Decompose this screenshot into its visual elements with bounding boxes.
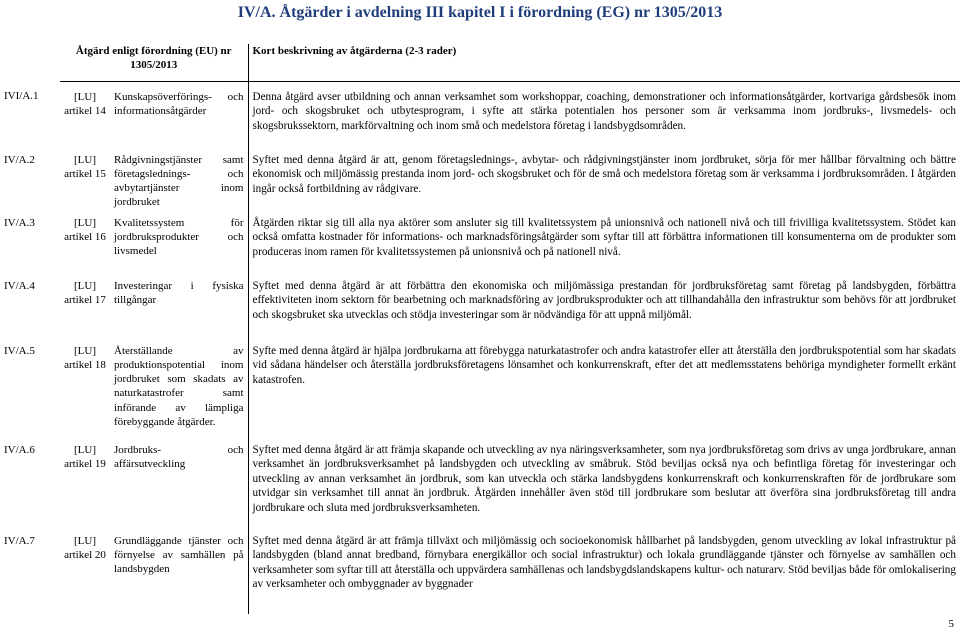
- row-measure-name: Grundläggande tjänster och förnyelse av samhällen på landsbygden: [110, 531, 248, 614]
- row-id: IVI/A.1: [4, 90, 39, 103]
- row-description: Syftet med denna åtgärd är att främja tillväxt och miljömässig och socioekonomisk hållbarhet på landsbygden, genom utveckling av lokal infrastruktur på landsbygden (bland annat bredband, förnybara energikällor och social infrastruktur) och lokala grundläggande tjänster och förnyelse av samhällen och verksamheter som syftar till att återställa och uppvärdera samhällenas och landsbygdslandskapens kultur- och naturarv. Stöd beviljas både för omlokalisering av verksamheter och ombyggnader av byggnader: [252, 534, 956, 591]
- row-id: IV/A.4: [4, 279, 35, 292]
- row-measure-name: Återställande av produktionspotential inom jordbruket som skadats av naturkatastrofer samt införande av lämpliga förebyggande åtgärder.: [110, 341, 248, 440]
- table-row: [0, 150, 960, 213]
- table-row: [0, 440, 960, 531]
- table-row: [0, 341, 960, 440]
- row-article: [LU] artikel 20: [64, 534, 106, 561]
- row-description: Åtgärden riktar sig till alla nya aktörer som ansluter sig till kvalitetssystem på unionsnivå och nationell nivå och till frivilliga kvalitetssystem. Stödet kan också omfatta kostnader för informations- och marknadsföringsåtgärder som syftar till att förbättra informationen till konsumenterna om de produkter som produceras inom ramen för kvalitetssystemen på unionsnivå och på nationell nivå.: [252, 216, 956, 258]
- row-description: Syfte med denna åtgärd är hjälpa jordbrukarna att förebygga naturkatastrofer och andra katastrofer eller att återställa den jordbrukspotential som har skadats vid sådana händelser och återställa jordbruksföretagens lönsamhet och konkurrenskraft, efter det att medlemsstatens behöriga myndigheter formellt erkänt katastrofen.: [252, 344, 956, 386]
- table-header-row: [0, 44, 960, 81]
- row-article: [LU] artikel 14: [64, 90, 106, 117]
- header-id-cell: [0, 44, 60, 81]
- table-row: [0, 276, 960, 341]
- table-row: [0, 531, 960, 614]
- row-description: Syftet med denna åtgärd är att förbättra den ekonomiska och miljömässiga prestandan för jordbruksföretag samt företag på landsbygden, förbättra effektiviteten inom sektorn för bearbetning och marknadsföring av jordbruksprodukter och att tillhandahålla den infrastruktur som behövs för att jordbruket och skogsbruket ska utvecklas och stödja investeringar som är nödvändiga för att uppnå miljömål.: [252, 279, 956, 321]
- row-id: IV/A.7: [4, 534, 35, 547]
- row-description: Syftet med denna åtgärd är att främja skapande och utveckling av nya näringsverksamheter, som nya jordbruksföretag som drivs av unga jordbrukare, annan verksamhet än jordbruksverksamhet på landsbygden och utveckling av småbruk. Stöd beviljas också nya och befintliga företag för investeringar och utveckling av annan verksamhet än jordbruk, som kan utveckla och stärka landsbygdens konkurrenskraft och konkurrenskraften för de jordbrukare som utvidgar sin verksamhet till annat än jordbruk. Åtgärden innehåller även stöd till jordbrukare som beslutar att överföra sina jordbruksföretag till andra jordbrukare och sluta med jordbruksverksamheten.: [252, 443, 956, 514]
- row-article: [LU] artikel 18: [64, 344, 106, 371]
- page-number: 5: [948, 618, 954, 630]
- row-article: [LU] artikel 16: [64, 216, 106, 243]
- row-id: IV/A.5: [4, 344, 35, 357]
- row-article: [LU] artikel 17: [64, 279, 106, 306]
- header-description: Kort beskrivning av åtgärderna (2-3 rader): [248, 44, 960, 81]
- page-title: IV/A. Åtgärder i avdelning III kapitel I i förordning (EG) nr 1305/2013: [237, 4, 723, 21]
- row-description: Denna åtgärd avser utbildning och annan verksamhet som workshoppar, coaching, demonstrationer och informationsåtgärder, kortvariga gårdsbesök inom jord- och skogsbruket och utbytesprogram, i syfte att stärka potentialen hos personer som är verksamma inom jordbruks-, livsmedels- och skogsbrukssektorn, markförvaltning och inom små och medelstora företag i landsbygdsområden.: [252, 90, 956, 132]
- row-article: [LU] artikel 15: [64, 153, 106, 180]
- row-article: [LU] artikel 19: [64, 443, 106, 470]
- row-measure-name: Kvalitetssystem för jordbruksprodukter och livsmedel: [110, 213, 248, 276]
- table-row: [0, 81, 960, 150]
- row-id: IV/A.6: [4, 443, 35, 456]
- row-measure-name: Rådgivningstjänster samt företagslednings- och avbytartjänster inom jordbruket: [110, 150, 248, 213]
- row-measure-name: Kunskapsöverförings- och informationsåtgärder: [110, 81, 248, 150]
- header-measure-ref: Åtgärd enligt förordning (EU) nr 1305/2013: [60, 44, 248, 81]
- row-measure-name: Investeringar i fysiska tillgångar: [110, 276, 248, 341]
- row-id: IV/A.3: [4, 216, 35, 229]
- row-description: Syftet med denna åtgärd är att, genom företagslednings-, avbytar- och rådgivningstjänster inom jordbruket, sörja för mer hållbar förvaltning och bättre ekonomisk och miljömässig prestanda inom jord- och skogsbruket och för de små och medelstora företag som är verksamma i jordbruksområden. I åtgärden ingår också fortbildning av rådgivare.: [252, 153, 956, 195]
- measures-table: [0, 44, 960, 614]
- row-measure-name: Jordbruks- och affärsutveckling: [110, 440, 248, 531]
- table-row: [0, 213, 960, 276]
- row-id: IV/A.2: [4, 153, 35, 166]
